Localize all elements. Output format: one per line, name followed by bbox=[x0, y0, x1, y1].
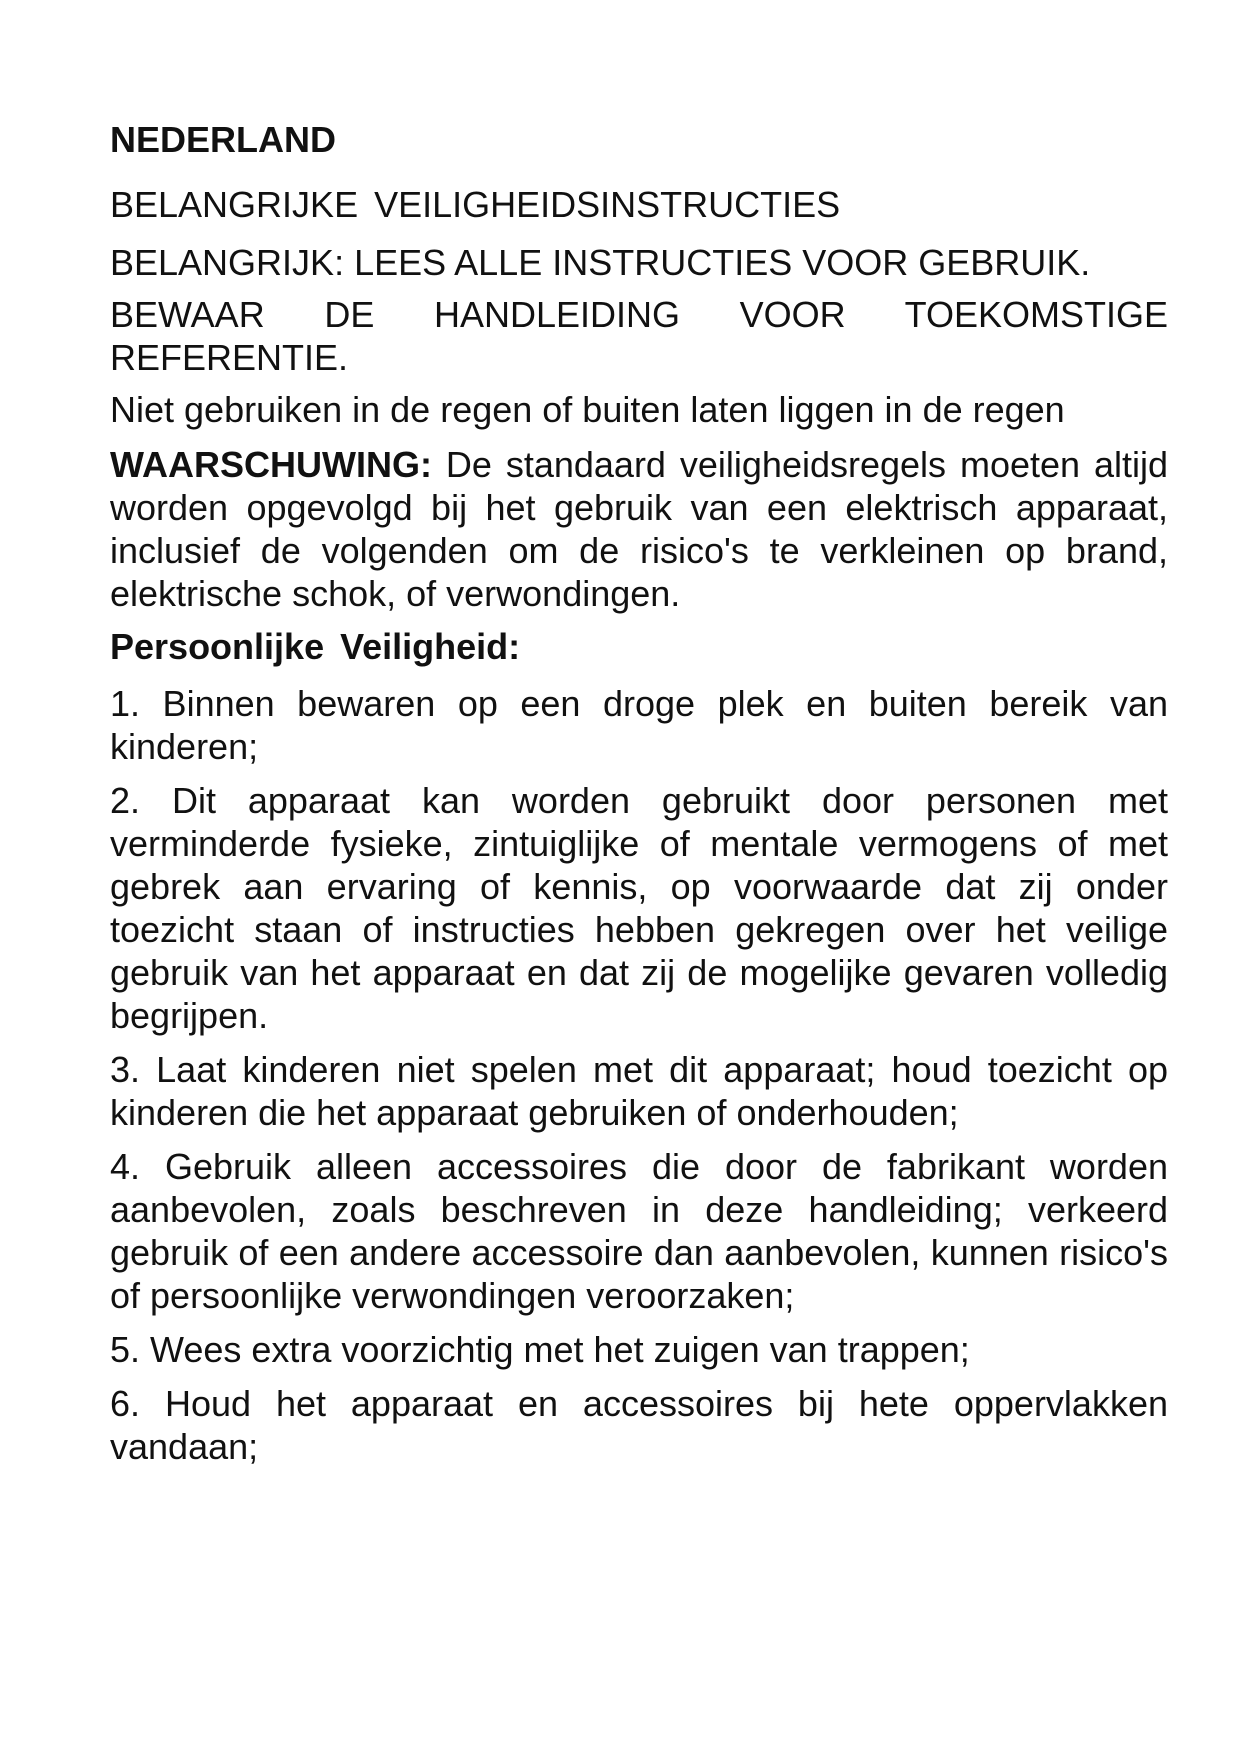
safety-item-3: 3. Laat kinderen niet spelen met dit apparaat; houd toezicht op kinderen die het apparaat gebruiken of onderhouden; bbox=[110, 1049, 1168, 1133]
safety-item-4: 4. Gebruik alleen accessoires die door de fabrikant worden aanbevolen, zoals beschreven in deze handleiding; verkeerd gebruik of een andere accessoire dan aanbevolen, kunnen risico's of persoonlijke verwondingen veroorzaken; bbox=[110, 1146, 1168, 1316]
manual-page bbox=[110, 118, 1168, 1479]
rain-notice: Niet gebruiken in de regen of buiten laten liggen in de regen bbox=[110, 389, 1065, 430]
safety-item-6: 6. Houd het apparaat en accessoires bij hete oppervlakken vandaan; bbox=[110, 1383, 1168, 1467]
safety-item-5: 5. Wees extra voorzichtig met het zuigen van trappen; bbox=[110, 1329, 970, 1370]
warning-text: De standaard veiligheidsregels moeten altijd worden opgevolgd bij het gebruik van een elektrisch apparaat, inclusief de volgenden om de risico's te verkleinen op brand, elektrische schok, of verwondingen. bbox=[110, 444, 1168, 614]
keep-manual-notice: BEWAAR DE HANDLEIDING VOOR TOEKOMSTIGE REFERENTIE. bbox=[110, 294, 1168, 378]
warning-paragraph bbox=[110, 443, 1168, 615]
warning-label: WAARSCHUWING: bbox=[110, 444, 432, 485]
safety-item-2: 2. Dit apparaat kan worden gebruikt door personen met verminderde fysieke, zintuiglijke of mentale vermogens of met gebrek aan ervaring of kennis, op voorwaarde dat zij onder toezicht staan of instructies hebben gekregen over het veilige gebruik van het apparaat en dat zij de mogelijke gevaren volledig begrijpen. bbox=[110, 780, 1168, 1036]
country-heading: NEDERLAND bbox=[110, 119, 337, 160]
section-heading-personal-safety: Persoonlijke Veiligheid: bbox=[110, 626, 521, 667]
safety-item-1: 1. Binnen bewaren op een droge plek en buiten bereik van kinderen; bbox=[110, 683, 1168, 767]
document-title: BELANGRIJKE VEILIGHEIDSINSTRUCTIES bbox=[110, 184, 841, 225]
read-instructions-notice: BELANGRIJK: LEES ALLE INSTRUCTIES VOOR GEBRUIK. bbox=[110, 242, 1091, 283]
